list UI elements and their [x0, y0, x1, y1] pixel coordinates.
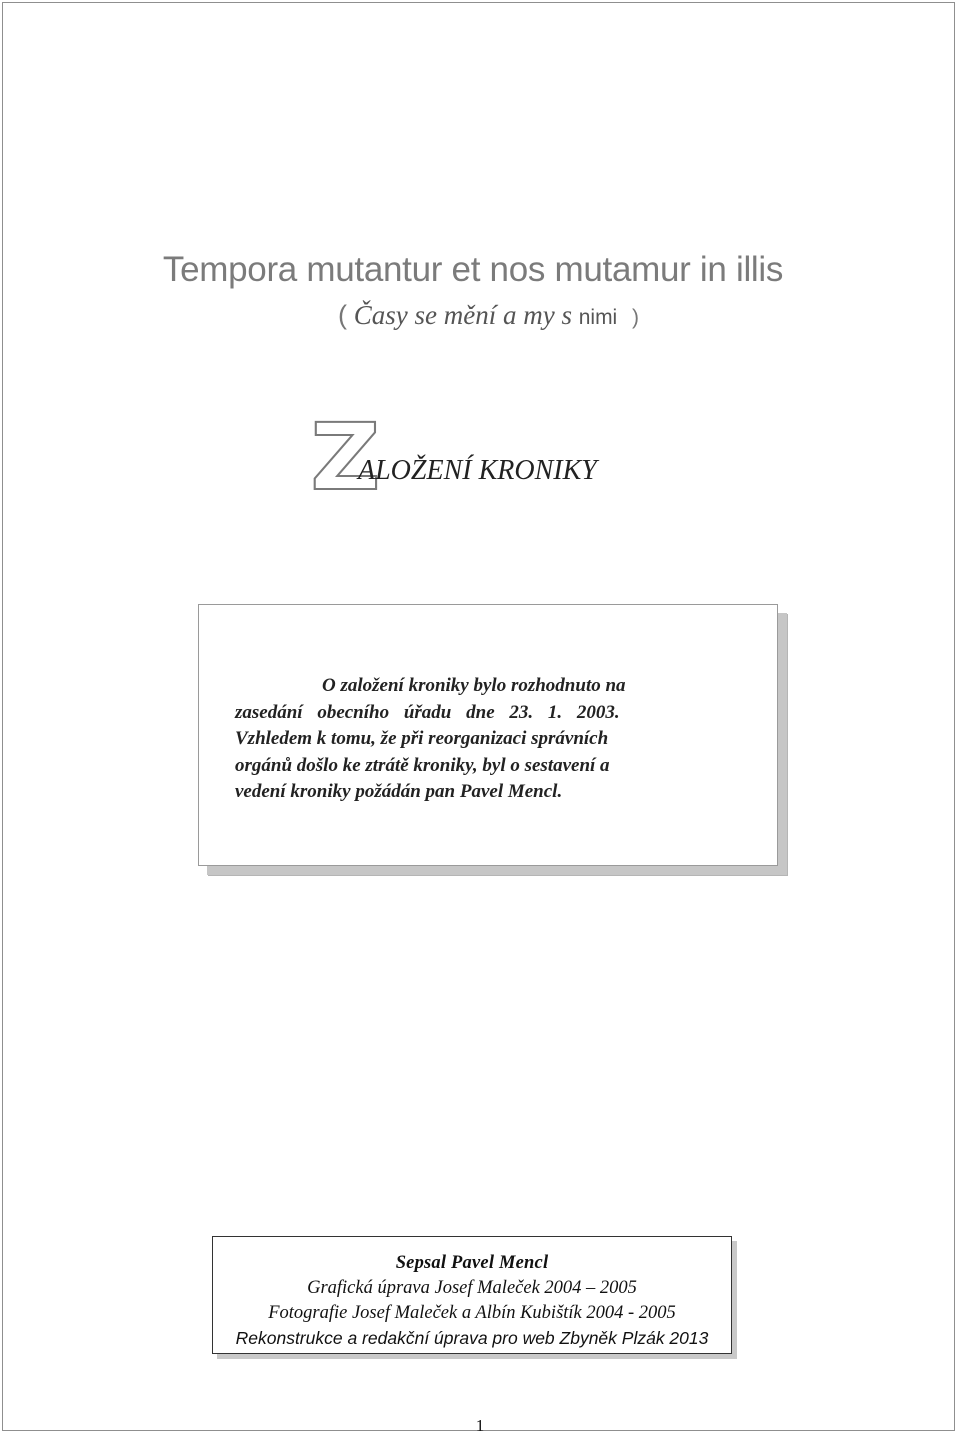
founding-line: Vzhledem k tomu, že při reorganizaci správních — [235, 728, 609, 749]
open-paren: ( — [338, 300, 347, 330]
close-paren: ) — [631, 306, 639, 329]
page-number: 1 — [475, 1416, 485, 1435]
credits-photos: Fotografie Josef Maleček a Albín Kubištík 2004 - 2005 — [268, 1303, 676, 1323]
credits-graphics: Grafická úprava Josef Maleček 2004 – 2005 — [307, 1278, 637, 1298]
founding-paragraph — [235, 673, 727, 806]
section-heading — [310, 404, 597, 511]
credits-box — [212, 1236, 732, 1354]
heading-initial: Z — [310, 404, 381, 511]
founding-line: vedení kroniky požádán pan Pavel Mencl. — [235, 781, 563, 802]
credits-author: Sepsal Pavel Mencl — [395, 1253, 549, 1273]
heading-rest: ALOŽENÍ KRONIKY — [358, 455, 597, 486]
translation-italic: Časy se mění a my s — [353, 300, 572, 330]
founding-line: zasedání obecního úřadu dne 23. 1. 2003. — [235, 701, 620, 723]
founding-text-box — [198, 604, 778, 866]
founding-line: orgánů došlo ke ztrátě kroniky, byl o sestavení a — [235, 754, 610, 776]
motto-translation — [338, 300, 639, 331]
translation-end: nimi — [578, 306, 618, 329]
credits-web: Rekonstrukce a redakční úprava pro web Zbyněk Plzák 2013 — [235, 1328, 709, 1348]
motto-latin: Tempora mutantur et nos mutamur in illis — [162, 250, 784, 289]
founding-line: O založení kroniky bylo rozhodnuto na — [322, 675, 626, 696]
